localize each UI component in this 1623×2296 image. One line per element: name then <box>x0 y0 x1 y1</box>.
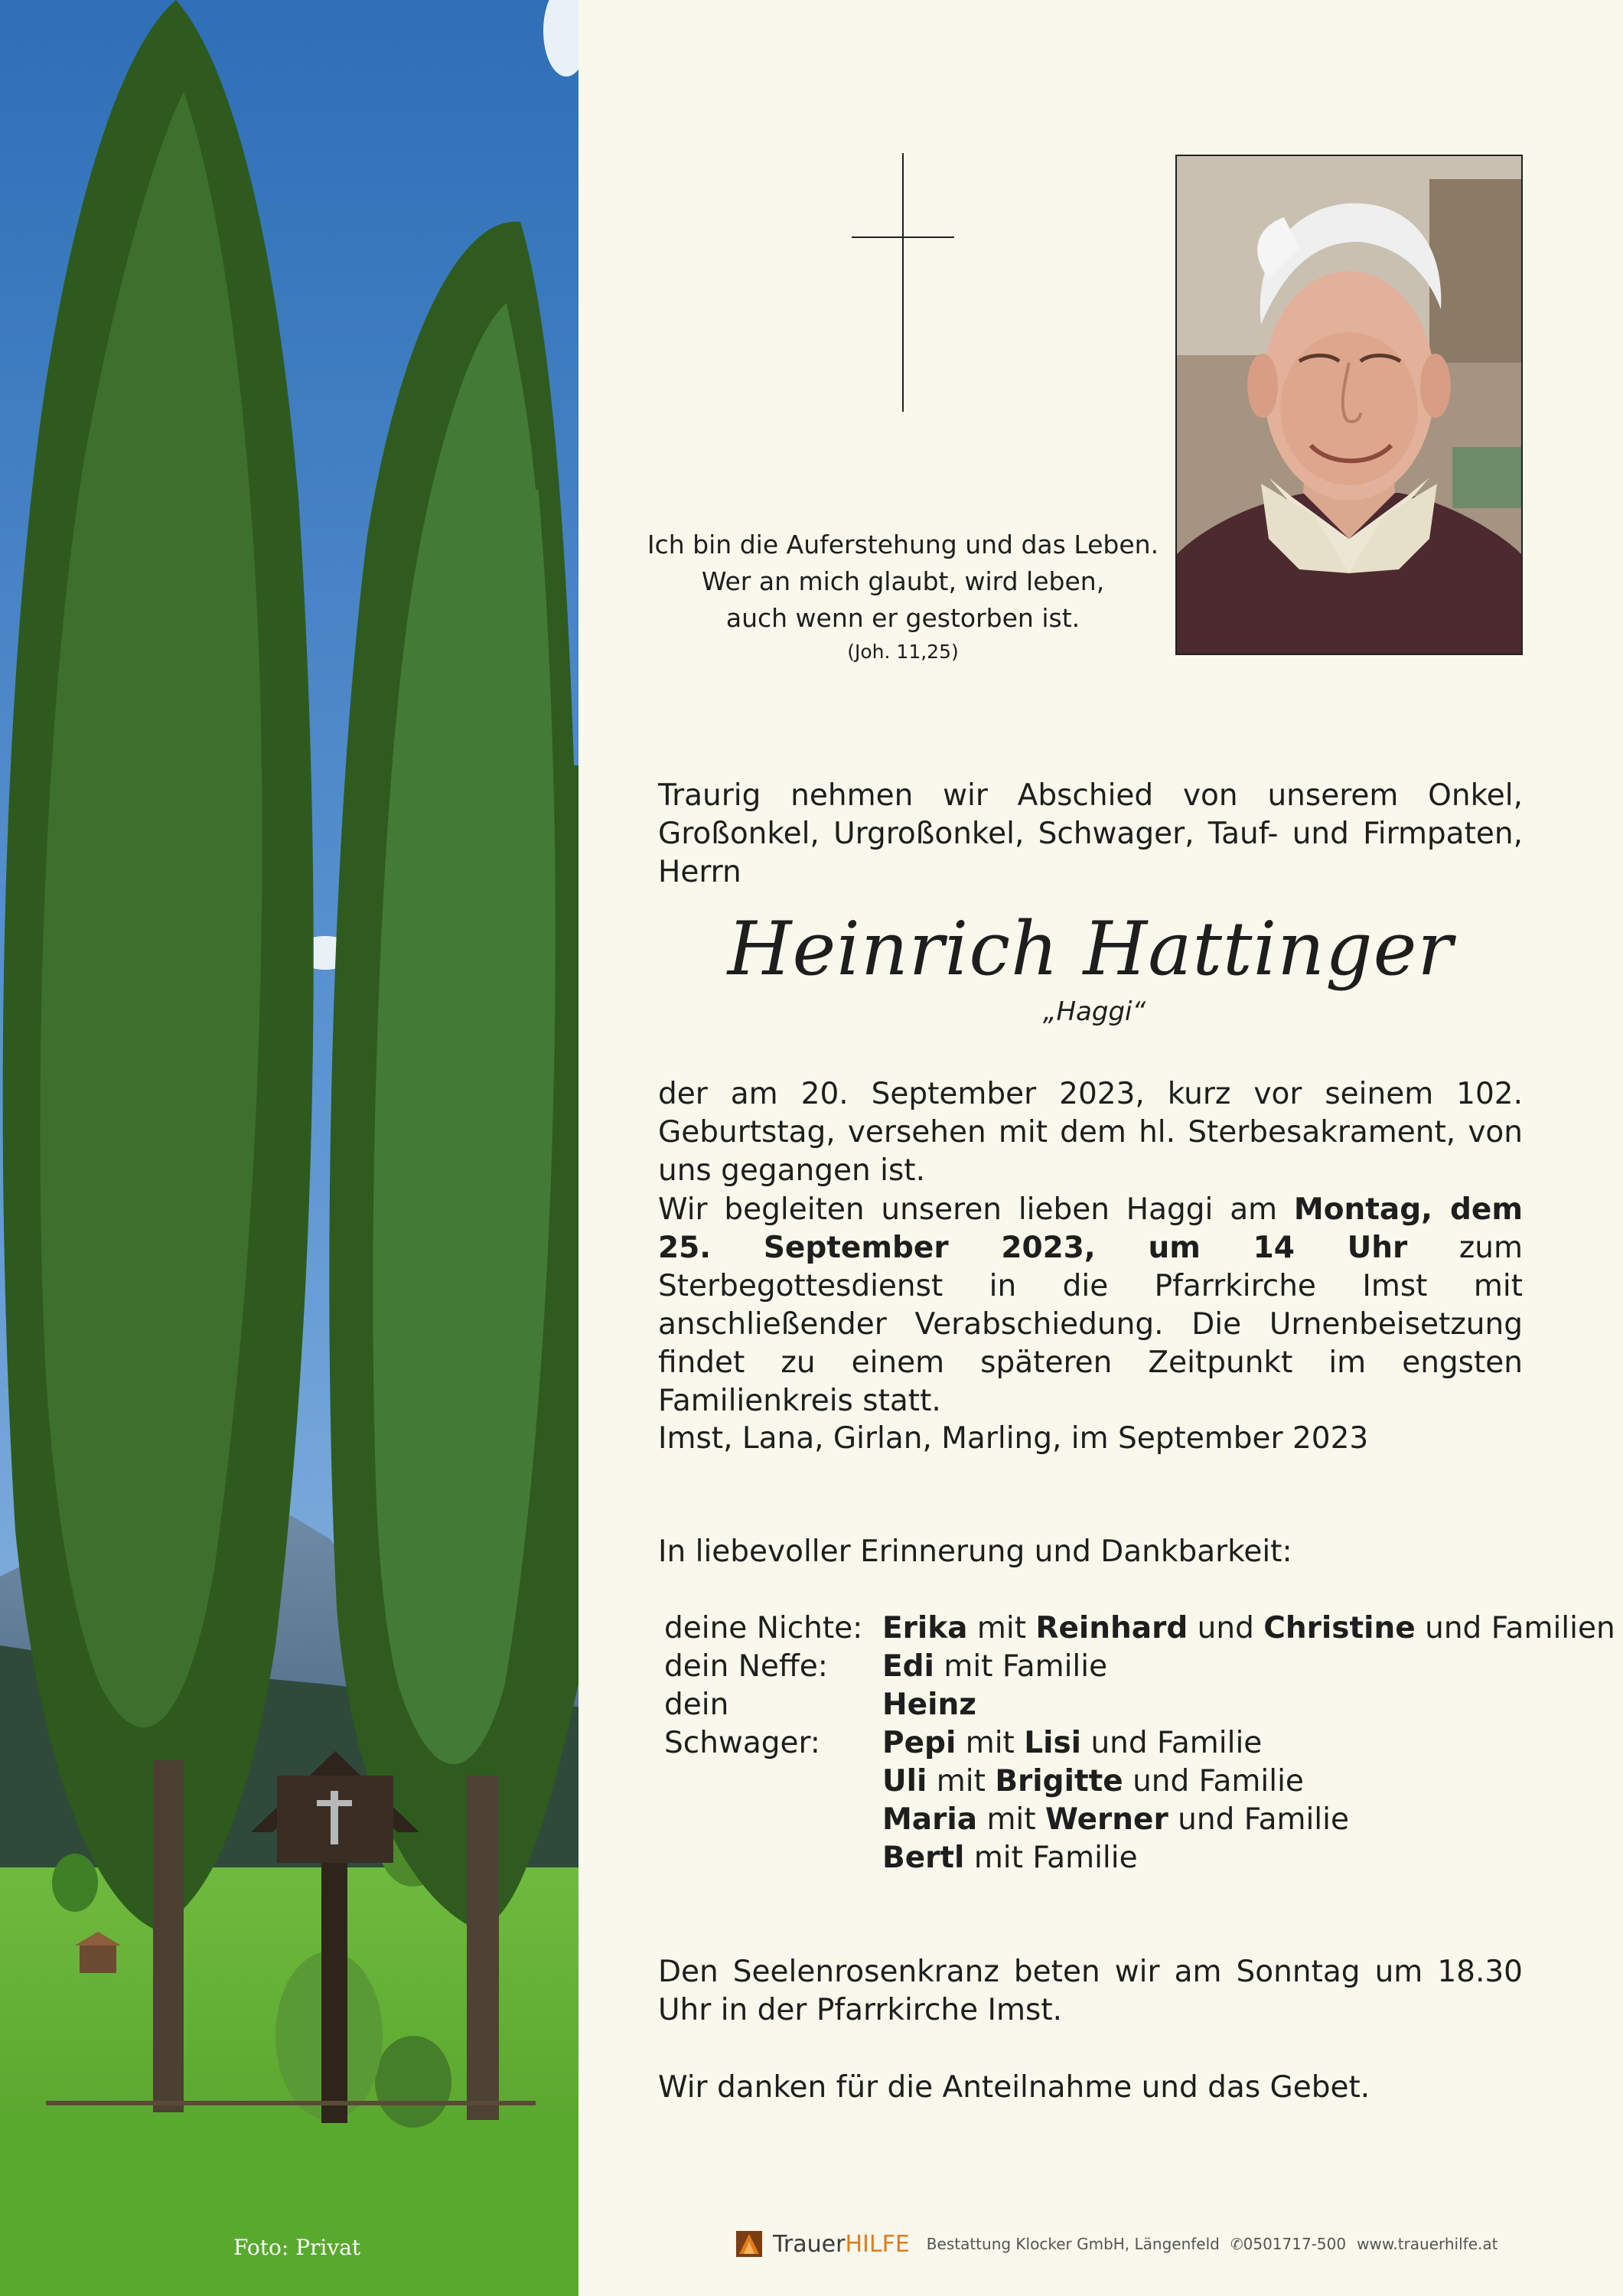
relative-names: Uli mit Brigitte und Familie <box>882 1764 1304 1799</box>
verse-reference: (Joh. 11,25) <box>847 641 959 663</box>
relative-label: deine Nichte: <box>664 1611 863 1645</box>
relative-row <box>664 1801 1615 1839</box>
verse-line-2: Wer an mich glaubt, wird leben, <box>701 566 1105 596</box>
relative-label <box>664 1724 882 1763</box>
thanks-text: Wir danken für die Anteilnahme und das Gebet. <box>658 2070 1370 2105</box>
verse-line-3: auch wenn er gestorben ist. <box>725 603 1080 633</box>
intro-text: Traurig nehmen wir Abschied von unserem Onkel, Großonkel, Urgroßonkel, Schwager, Tauf- und Firmpaten, Herrn <box>658 778 1523 889</box>
cross-icon <box>852 153 954 415</box>
relative-names: Edi mit Familie <box>882 1649 1108 1684</box>
relative-row <box>664 1839 1615 1877</box>
relative-label: dein Neffe: <box>664 1649 828 1684</box>
brand-name: TrauerHILFE <box>773 2230 910 2258</box>
company-name: Bestattung Klocker GmbH, Längenfeld <box>926 2235 1220 2253</box>
portrait-photo <box>1175 155 1523 655</box>
remembrance-heading: In liebevoller Erinnerung und Dankbarkeit: <box>658 1534 1292 1569</box>
relative-label <box>664 1763 882 1801</box>
deceased-name: Heinrich Hattinger <box>727 906 1454 992</box>
relative-row <box>664 1763 1615 1801</box>
funeral-notice <box>658 1191 1523 1420</box>
website-link[interactable]: www.trauerhilfe.at <box>1357 2235 1498 2253</box>
relative-names: Pepi mit Lisi und Familie <box>882 1726 1263 1760</box>
deceased-nickname: „Haggi“ <box>1042 996 1146 1027</box>
relative-label <box>664 1801 882 1839</box>
trauerhilfe-logo-icon <box>736 2231 762 2257</box>
relative-label <box>664 1839 882 1877</box>
relative-row <box>664 1724 1615 1763</box>
bible-verse <box>627 527 1178 667</box>
verse-line-1: Ich bin die Auferstehung und das Leben. <box>647 530 1159 559</box>
relative-names: Bertl mit Familie <box>882 1841 1138 1875</box>
footer <box>736 2229 1498 2259</box>
funeral-text-after: zum Sterbegottesdienst in die Pfarrkirche Imst mit anschließender Verabschiedung. Die Urnenbeisetzung findet zu einem späteren Zeitpunkt im engsten Familienkreis statt. <box>658 1231 1524 1418</box>
relative-names: Erika mit Reinhard und Christine und Familien <box>882 1611 1615 1645</box>
relative-row <box>664 1648 1615 1686</box>
relative-names: Maria mit Werner und Familie <box>882 1802 1349 1837</box>
funeral-text-before: Wir begleiten unseren lieben Haggi am <box>658 1192 1294 1227</box>
poplar-landscape-image <box>0 0 578 2296</box>
place-date: Imst, Lana, Girlan, Marling, im September 2023 <box>658 1421 1369 1456</box>
elderly-man-portrait-image <box>1177 156 1521 654</box>
relative-names: Heinz <box>882 1688 976 1722</box>
relative-label: dein Schwager: <box>664 1688 820 1760</box>
phone-number: ✆0501717-500 <box>1230 2235 1347 2253</box>
landscape-photo <box>0 0 578 2296</box>
photo-credit: Foto: Privat <box>233 2235 361 2260</box>
relative-row <box>664 1609 1615 1648</box>
rosary-notice: Den Seelenrosenkranz beten wir am Sonntag um 18.30 Uhr in der Pfarrkirche Imst. <box>658 1955 1523 2027</box>
relatives-list <box>664 1609 1615 1877</box>
death-notice: der am 20. September 2023, kurz vor seinem 102. Geburtstag, versehen mit dem hl. Sterbesakrament, von uns gegangen ist. <box>658 1077 1523 1188</box>
funeral-date: Montag, dem 25. September 2023, um 14 Uhr <box>658 1192 1523 1265</box>
